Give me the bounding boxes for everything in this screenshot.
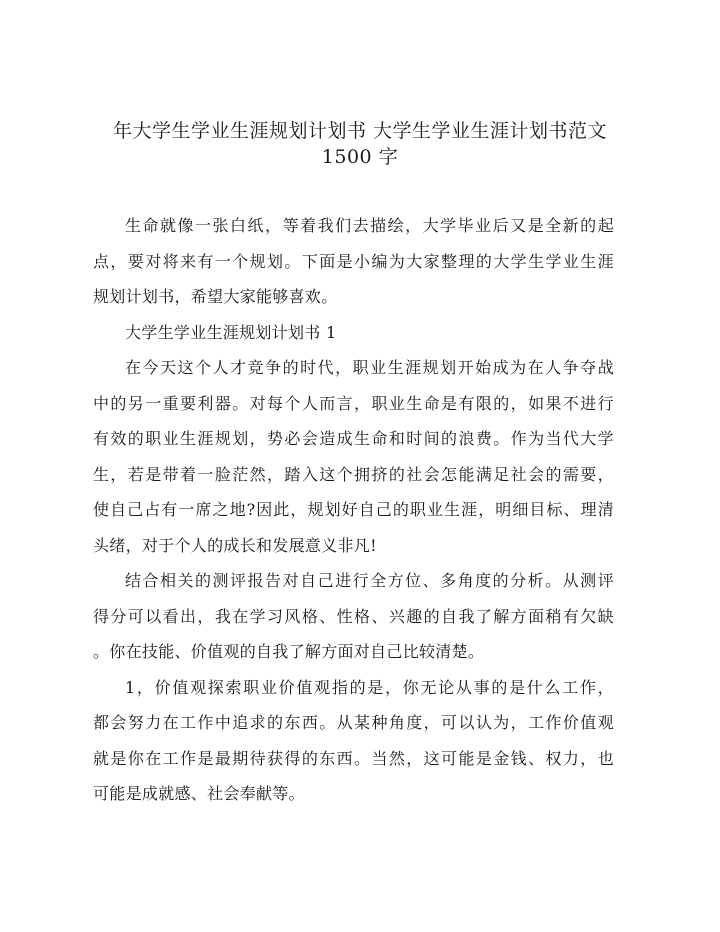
paragraph-values xyxy=(93,670,614,812)
text-line: 使自己占有一席之地?因此，规划好自己的职业生涯，明细目标、理清 xyxy=(93,500,614,519)
text-line: 头绪，对于个人的成长和发展意义非凡! xyxy=(93,535,377,555)
text-line: 在今天这个人才竞争的时代，职业生涯规划开始成为在人争夺战 xyxy=(125,358,614,377)
text-line: 就是你在工作是最期待获得的东西。当然，这可能是金钱、权力，也 xyxy=(93,748,614,768)
text-line: 生命就像一张白纸，等着我们去描绘，大学毕业后又是全新的起 xyxy=(125,216,614,235)
text-line: 点，要对将来有一个规划。下面是小编为大家整理的大学生学业生涯 xyxy=(93,251,614,271)
document-body xyxy=(93,208,614,812)
text-line: 规划计划书，希望大家能够喜欢。 xyxy=(93,287,338,306)
document-title xyxy=(100,118,620,170)
paragraph-career-planning xyxy=(93,350,614,563)
text-line: 大学生学业生涯规划计划书 1 xyxy=(125,322,337,342)
text-line: 1，价值观探索职业价值观指的是，你无论从事的是什么工作， xyxy=(125,677,614,697)
paragraph-assessment xyxy=(93,563,614,670)
text-line: 生，若是带着一脸茫然，踏入这个拥挤的社会怎能满足社会的需要， xyxy=(93,464,614,484)
paragraph-intro xyxy=(93,208,614,315)
text-line: 。你在技能、价值观的自我了解方面对自己比较清楚。 xyxy=(93,642,485,661)
text-line: 有效的职业生涯规划，势必会造成生命和时间的浪费。作为当代大学 xyxy=(93,429,614,448)
text-line: 得分可以看出，我在学习风格、性格、兴趣的自我了解方面稍有欠缺 xyxy=(93,606,614,626)
section-heading xyxy=(93,315,614,351)
title-line-1: 年大学生学业生涯规划计划书 大学生学业生涯计划书范文 xyxy=(112,120,608,142)
text-line: 都会努力在工作中追求的东西。从某种角度，可以认为，工作价值观 xyxy=(93,713,614,732)
text-line: 可能是成就感、社会奉献等。 xyxy=(93,784,305,803)
title-line-2: 1500 字 xyxy=(321,146,399,168)
text-line: 中的另一重要利器。对每个人而言，职业生命是有限的，如果不进行 xyxy=(93,393,614,413)
text-line: 结合相关的测评报告对自己进行全方位、多角度的分析。从测评 xyxy=(125,571,614,590)
